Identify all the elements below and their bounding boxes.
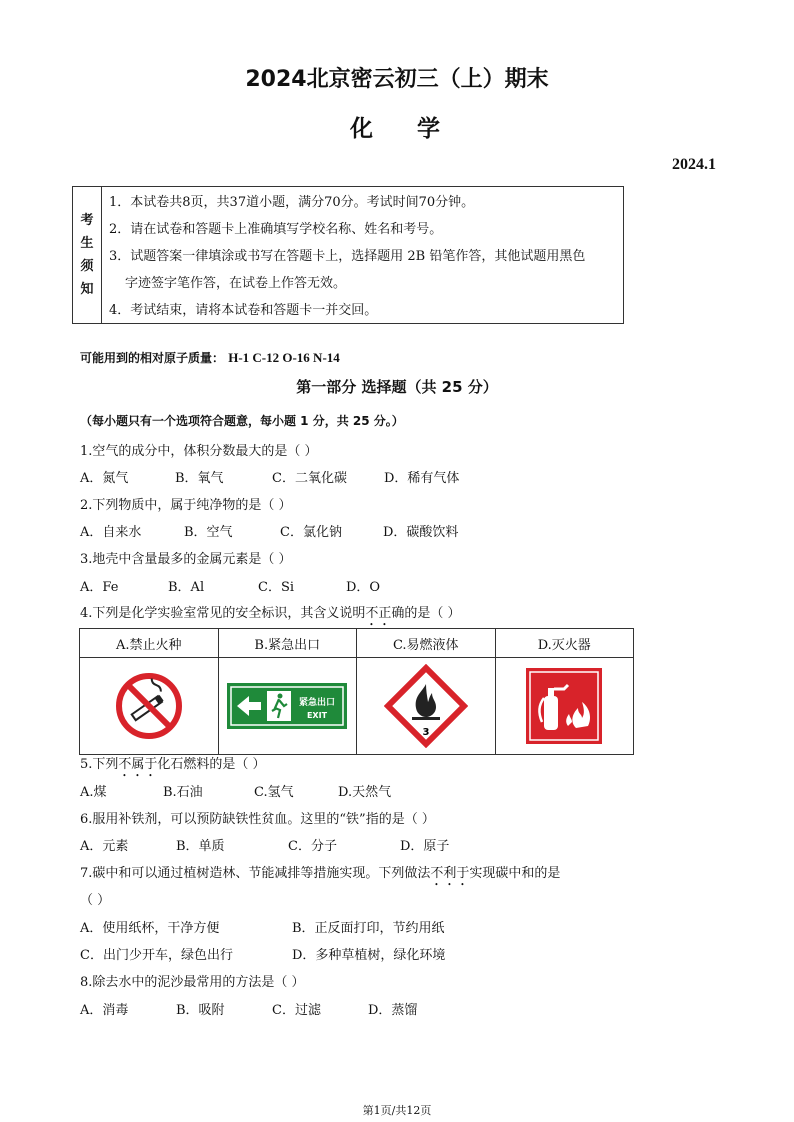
question-5-stem [80,753,266,780]
notice-box [72,186,624,324]
notice-label-char: 考 [80,213,94,228]
notice-item: 2．请在试卷和答题卡上准确填写学校名称、姓名和考号。 [109,222,443,237]
notice-item: 3．试题答案一律填涂或书写在答题卡上，选择题用 2B 铅笔作答，其他试题用黑色 [109,249,586,264]
q4-stem-emphasis: 不正 [365,606,392,621]
exit-sign-cell [218,658,357,755]
flammable-sign-cell [357,658,496,755]
notice-label-char: 知 [80,282,94,297]
atomic-mass-label: 可能用到的相对原子质量： [80,351,225,365]
question-3-stem: 3.地壳中含量最多的金属元素是（ ） [80,552,292,567]
subject-title: 化学 [350,116,484,142]
sign-label-c: C.易燃液体 [357,629,496,658]
q7-stem-part: 7.碳中和可以通过植树造林、节能减排等措施实现。下列做法 [80,866,431,881]
question-1-stem: 1.空气的成分中，体积分数最大的是（ ） [80,444,318,459]
q1-option-c: C．二氧化碳 [272,471,347,486]
notice-label-char: 生 [80,236,94,251]
q5-stem-part: 5.下列 [80,757,119,772]
sign-label-a: A.禁止火种 [80,629,219,658]
extinguisher-sign-cell [495,658,634,755]
q1-option-a: A．氮气 [80,471,129,486]
part-hint: （每小题只有一个选项符合题意，每小题 1 分，共 25 分。） [80,414,404,428]
exit-sign-icon [227,683,347,729]
q5-option-c: C.氢气 [254,785,294,800]
notice-item: 4．考试结束，请将本试卷和答题卡一并交回。 [109,303,378,318]
q4-stem-part: 4.下列是化学实验室常见的安全标识，其含义说明 [80,606,366,621]
q2-option-b: B．空气 [184,525,233,540]
q2-option-a: A．自来水 [80,525,142,540]
sign-label-d: D.灭火器 [495,629,634,658]
q2-option-c: C．氯化钠 [280,525,342,540]
no-fire-sign-cell [80,658,219,755]
q6-option-b: B．单质 [176,839,225,854]
q5-stem-part: 化石燃料的是（ ） [157,757,266,772]
atomic-mass-values: H-1 C-12 O-16 N-14 [228,350,340,365]
q7-option-b: B．正反面打印，节约用纸 [292,921,445,936]
exit-sign-cn-text: 紧急出口 [299,698,336,708]
q7-stem-part: 实现碳中和的是 [469,866,561,881]
notice-item: 1．本试卷共8页，共37道小题，满分70分。考试时间70分钟。 [109,195,475,210]
question-6-stem: 6.服用补铁剂，可以预防缺铁性贫血。这里的“铁”指的是（ ） [80,812,435,827]
q3-option-a: A．Fe [80,580,119,595]
notice-items [109,189,617,324]
q6-option-d: D．原子 [400,839,450,854]
flammable-class-number: 3 [422,727,430,738]
q8-option-b: B．吸附 [176,1003,225,1018]
q7-option-a: A．使用纸杯，干净方便 [80,921,220,936]
question-7-stem [80,862,560,889]
q5-option-a: A.煤 [80,785,107,800]
q6-option-c: C．分子 [288,839,337,854]
no-fire-sign-icon [114,671,184,741]
q8-option-c: C．过滤 [272,1003,321,1018]
q3-option-d: D．O [346,580,381,595]
q7-stem-emphasis: 不利于 [430,866,470,881]
question-7-stem-paren: （ ） [80,893,111,908]
question-2-stem: 2.下列物质中，属于纯净物的是（ ） [80,498,292,513]
exit-sign-en-text: EXIT [307,711,328,720]
page-footer: 第1页/共12页 [362,1104,432,1117]
q3-option-c: C．Si [258,580,295,595]
safety-signs-table [79,628,634,755]
notice-label-char: 须 [80,259,94,274]
sign-label-b: B.紧急出口 [218,629,357,658]
question-8-stem: 8.除去水中的泥沙最常用的方法是（ ） [80,975,305,990]
q2-option-d: D．碳酸饮料 [383,525,459,540]
q8-option-d: D．蒸馏 [368,1003,418,1018]
notice-item: 字迹签字笔作答，在试卷上作答无效。 [125,276,347,291]
exam-title: 2024北京密云初三（上）期末 [245,67,549,92]
part-title: 第一部分 选择题（共 25 分） [296,378,498,396]
q7-option-c: C．出门少开车，绿色出行 [80,948,233,963]
exam-date: 2024.1 [672,156,716,173]
atomic-mass-line [80,349,340,366]
q5-option-d: D.天然气 [338,785,392,800]
q4-stem-part: 确的是（ ） [391,606,461,621]
q6-option-a: A．元素 [80,839,129,854]
question-4-stem [80,602,461,629]
notice-label [73,187,102,323]
q5-option-b: B.石油 [163,785,203,800]
flammable-liquid-icon [384,664,468,748]
q8-option-a: A．消毒 [80,1003,129,1018]
fire-extinguisher-icon [526,668,602,744]
q1-option-b: B．氧气 [175,471,224,486]
q5-stem-emphasis: 不属于 [118,757,158,772]
q3-option-b: B．Al [168,580,205,595]
q1-option-d: D．稀有气体 [384,471,460,486]
q7-option-d: D．多种草植树，绿化环境 [292,948,446,963]
